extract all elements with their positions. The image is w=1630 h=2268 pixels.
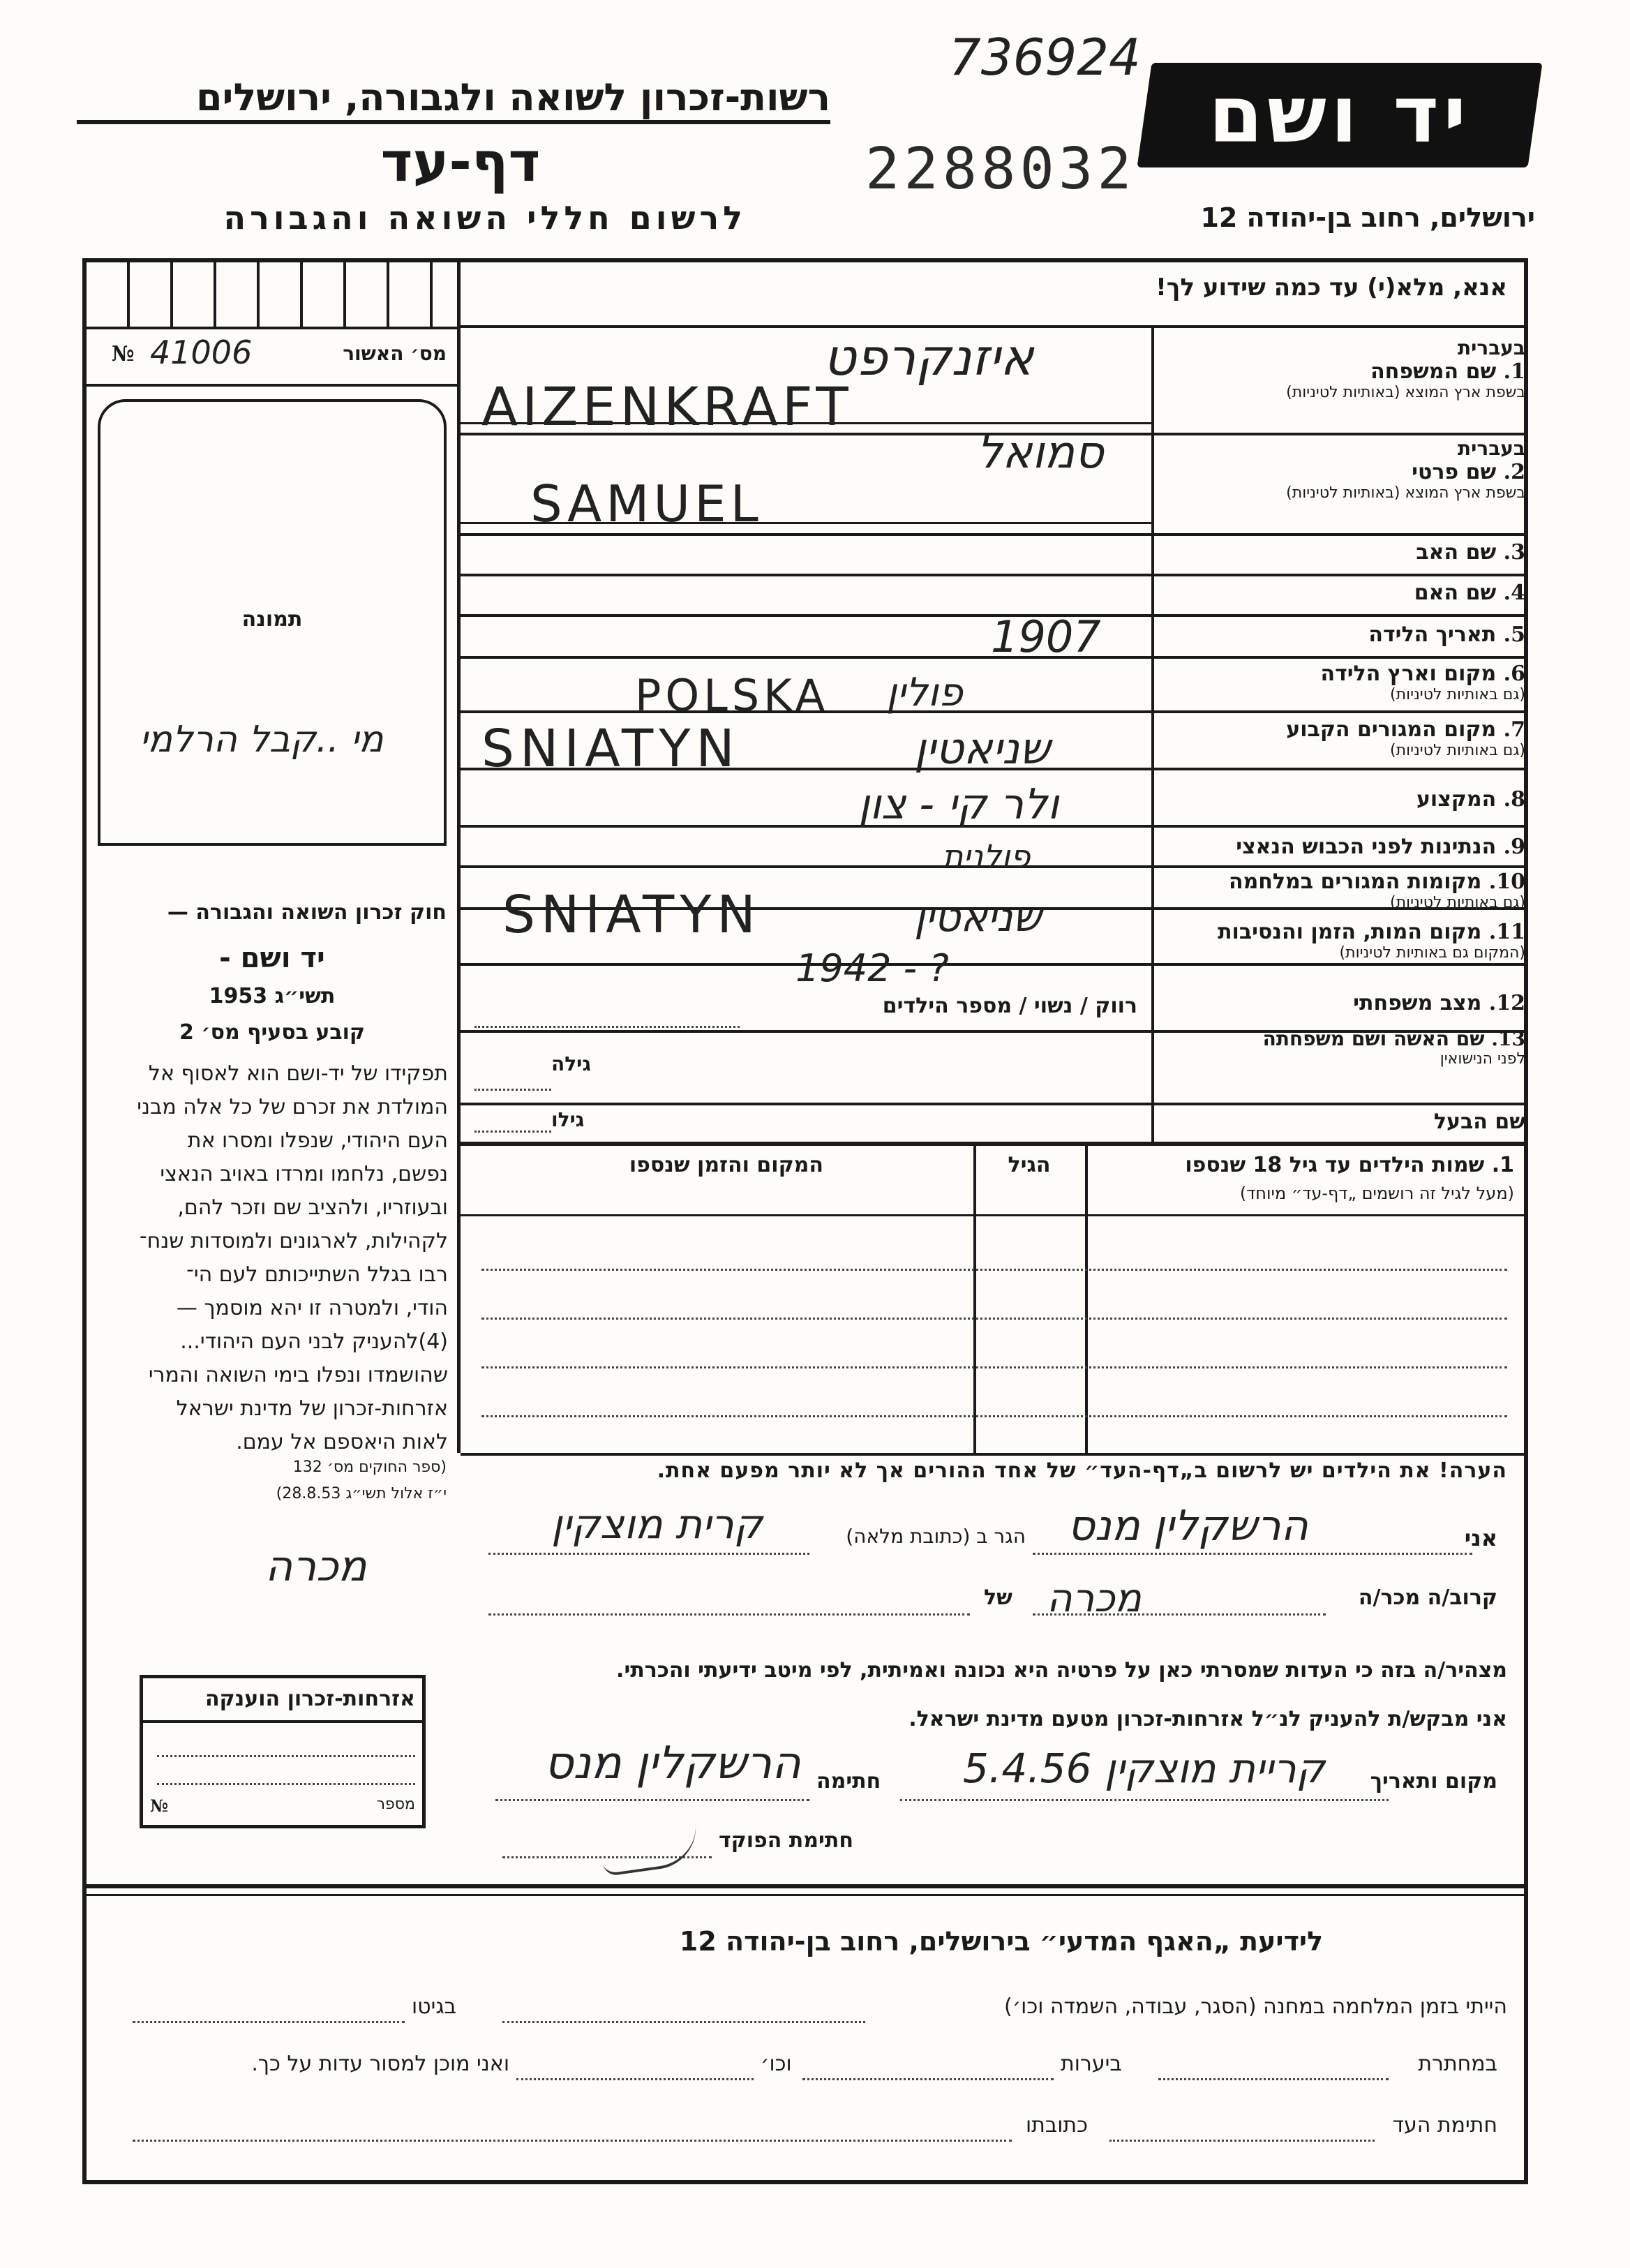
photo-label: תמונה [241,607,303,632]
husband-label: שם הבעל [1433,1110,1525,1134]
form-subtitle: לרשום חללי השואה והגבורה [223,199,747,237]
serial-number: 2288032 [865,136,1136,202]
approval-bottom-rule [87,384,457,387]
surname-latin: AIZENKRAFT [481,375,853,438]
war-residence-latin: SNIATYN [502,885,761,945]
decl-place-date: קריית מוצקין 5.4.56 [963,1745,1325,1792]
decl-address: קרית מוצקין [551,1500,763,1548]
war-residence-hebrew: שניאטין [914,893,1042,941]
footer-ready: ואני מוכן למסור עדות על כך. [251,2052,509,2076]
field-5: 5. תאריך הלידה [1368,622,1525,647]
field-8: 8. המקצוע [1416,787,1525,812]
decl-name: הרשקלין מנס [1068,1502,1308,1551]
nationality: פולנית [942,837,1031,875]
footer-forests: ביערות [1061,2052,1122,2076]
citizenship-number-label: מספר [376,1796,415,1813]
decl-relative: קרוב/ה מכר/ה [1358,1586,1497,1610]
first-name-hebrew: סמואל [977,427,1104,479]
footer-camp: הייתי בזמן המלחמה במחנה (הסגר, עבודה, השמדה וכו׳) [1003,1994,1507,2019]
yad-vashem-logo: יד ושם [1137,63,1542,167]
law-year: תשי״ג 1953 [209,984,336,1008]
surname-hebrew: איזנקרפט [823,328,1034,387]
approval-grid [87,262,457,327]
left-signature: מכרה [265,1542,367,1591]
field-2: בעברית 2. שם פרטי בשפת ארץ המוצא (באותיות לטיניות) [1286,437,1525,502]
field-13: 13. שם האשה ושם משפחתה לפני הנישואין [1262,1027,1525,1068]
field-1: בעברית 1. שם המשפחה בשפת ארץ המוצא (באותיות לטיניות) [1176,336,1525,401]
authority-name: רשות-זכרון לשואה ולגבורה, ירושלים [195,75,830,119]
children-note: הערה! את הילדים יש לרשום ב„דף-העד״ של אחד ההורים אך לא יותר מפעם אחת. [657,1458,1507,1483]
handwritten-id: 736924 [949,28,1141,87]
field-9: 9. הנתינות לפני הכבוש הנאצי [1236,835,1525,859]
decl-signature: הרשקלין מנס [544,1738,801,1789]
field-11: 11. מקום המות, הזמן והנסיבות (המקום גם באותיות לטיניות) [1218,920,1525,962]
first-name-latin: SAMUEL [530,475,763,533]
children-place-col: המקום והזמן שנספו [629,1153,823,1177]
children-age-col: הגיל [1008,1153,1051,1177]
address: ירושלים, רחוב בן-יהודה 12 [1200,202,1535,233]
law-name: יד ושם - [219,942,325,974]
citizenship-title: אזרחות-זכרון הוענקה [204,1687,415,1711]
approval-label: מס׳ האשור [343,342,447,365]
field-3: 3. שם האב [1416,540,1525,565]
field-4: 4. שם האם [1414,581,1525,605]
law-title: חוק זכרון השואה והגבורה — [167,900,447,925]
decl-place-date-label: מקום ותאריך [1370,1769,1497,1793]
field-7: 7. מקום המגורים הקבוע (גם באותיות לטיניות) [1286,717,1525,759]
photo-note: מי ..קבל הרלמי [140,719,384,761]
left-column-divider [457,262,461,1453]
decl-statement: מצהיר/ה בזה כי העדות שמסרתי כאן על פרטיה היא נכונה ואמיתית, לפי מיטב ידיעתי והכרתי. [616,1658,1507,1683]
children-sub: (מעל לגיל זה רושמים „דף-עד״ מיוחד) [1239,1184,1514,1203]
footer-witness-sig: חתימת העד [1392,2113,1497,2138]
form-title: דף-עד [380,131,541,194]
death-date: 1942 - ? [795,946,949,990]
children-label: 1. שמות הילדים עד גיל 18 שנספו [1185,1153,1514,1177]
approval-no: № [112,342,135,366]
law-clause: קובע בסעיף מס׳ 2 [179,1020,366,1045]
footer-ghetto: בגיטו [412,1994,457,2019]
residence-hebrew: שניאטין [914,723,1051,774]
approval-number: 41006 [150,334,253,371]
tag-hebrew-1: בעברית [1457,336,1525,359]
decl-signature-label: חתימה [816,1769,881,1793]
law-ref-1: (ספר החוקים מס׳ 132 [292,1458,447,1476]
citizenship-box: אזרחות-זכרון הוענקה מספר № [140,1675,426,1828]
birth-date: 1907 [991,611,1101,662]
field-12: 12. מצב משפחתי [1353,991,1525,1015]
wife-age-label: גילה [551,1052,591,1075]
footer-address: כתובתו [1026,2113,1088,2138]
approval-top-rule [87,327,457,329]
label-column-divider [1151,328,1154,1142]
decl-of: של [984,1586,1012,1610]
intro-text: אנא, מלא(י) עד כמה שידוע לך! [1156,274,1507,301]
field-10: 10. מקומות המגורים במלחמה (גם באותיות לטיניות) [1228,870,1525,911]
husband-age-label: גילו [551,1108,585,1131]
field-6: 6. מקום וארץ הלידה (גם באותיות לטיניות) [1320,662,1525,703]
birth-country-hebrew: פולין [886,670,963,715]
footer-title: לידיעת „האגף המדעי״ בירושלים, רחוב בן-יהודה 12 [679,1926,1324,1957]
residence-latin: SNIATYN [481,719,740,779]
law-ref-2: י״ז אלול תשי״ג 28.8.53) [276,1485,447,1502]
footer-etc: וכו׳ [761,2052,792,2076]
decl-relation: מכרה [1047,1576,1142,1621]
profession: ולר קי - צון [858,780,1059,829]
law-text: תפקידו של יד-ושם הוא לאסוף אל המולדת את זכרם של כל אלה מבני העם היהודי, שנפלו ומסרו את נפשם, נלחמו ומרדו באויב הנאצי ובעוזריו, ולהציב שם וזכר להם, לקהילות, לארגונים ולמוסדות שנח־ רבו בגלל השתייכותם לעם הי־ הודי, ולמטרה זו יהא מוסמך — (4)להעניק לבני העם היהודי... שהושמדו ונפלו בימי השואה והמרי אזרחות-זכרון של מדינת ישראל לאות היאספם אל עמם. [137,1061,448,1454]
footer-underground: במחתרת [1418,2052,1497,2076]
decl-officer-label: חתימת הפוקד [719,1828,853,1853]
decl-i: אני [1464,1525,1497,1551]
birth-country-latin: POLSKA [635,670,830,721]
marital-options: רווק / נשוי / מספר הילדים [882,994,1137,1018]
decl-lives: הגר ב (כתובת מלאה) [846,1525,1026,1548]
header-rule [77,120,830,124]
decl-request: אני מבקש/ת להעניק לנ״ל אזרחות-זכרון מטעם מדינת ישראל. [909,1707,1507,1731]
